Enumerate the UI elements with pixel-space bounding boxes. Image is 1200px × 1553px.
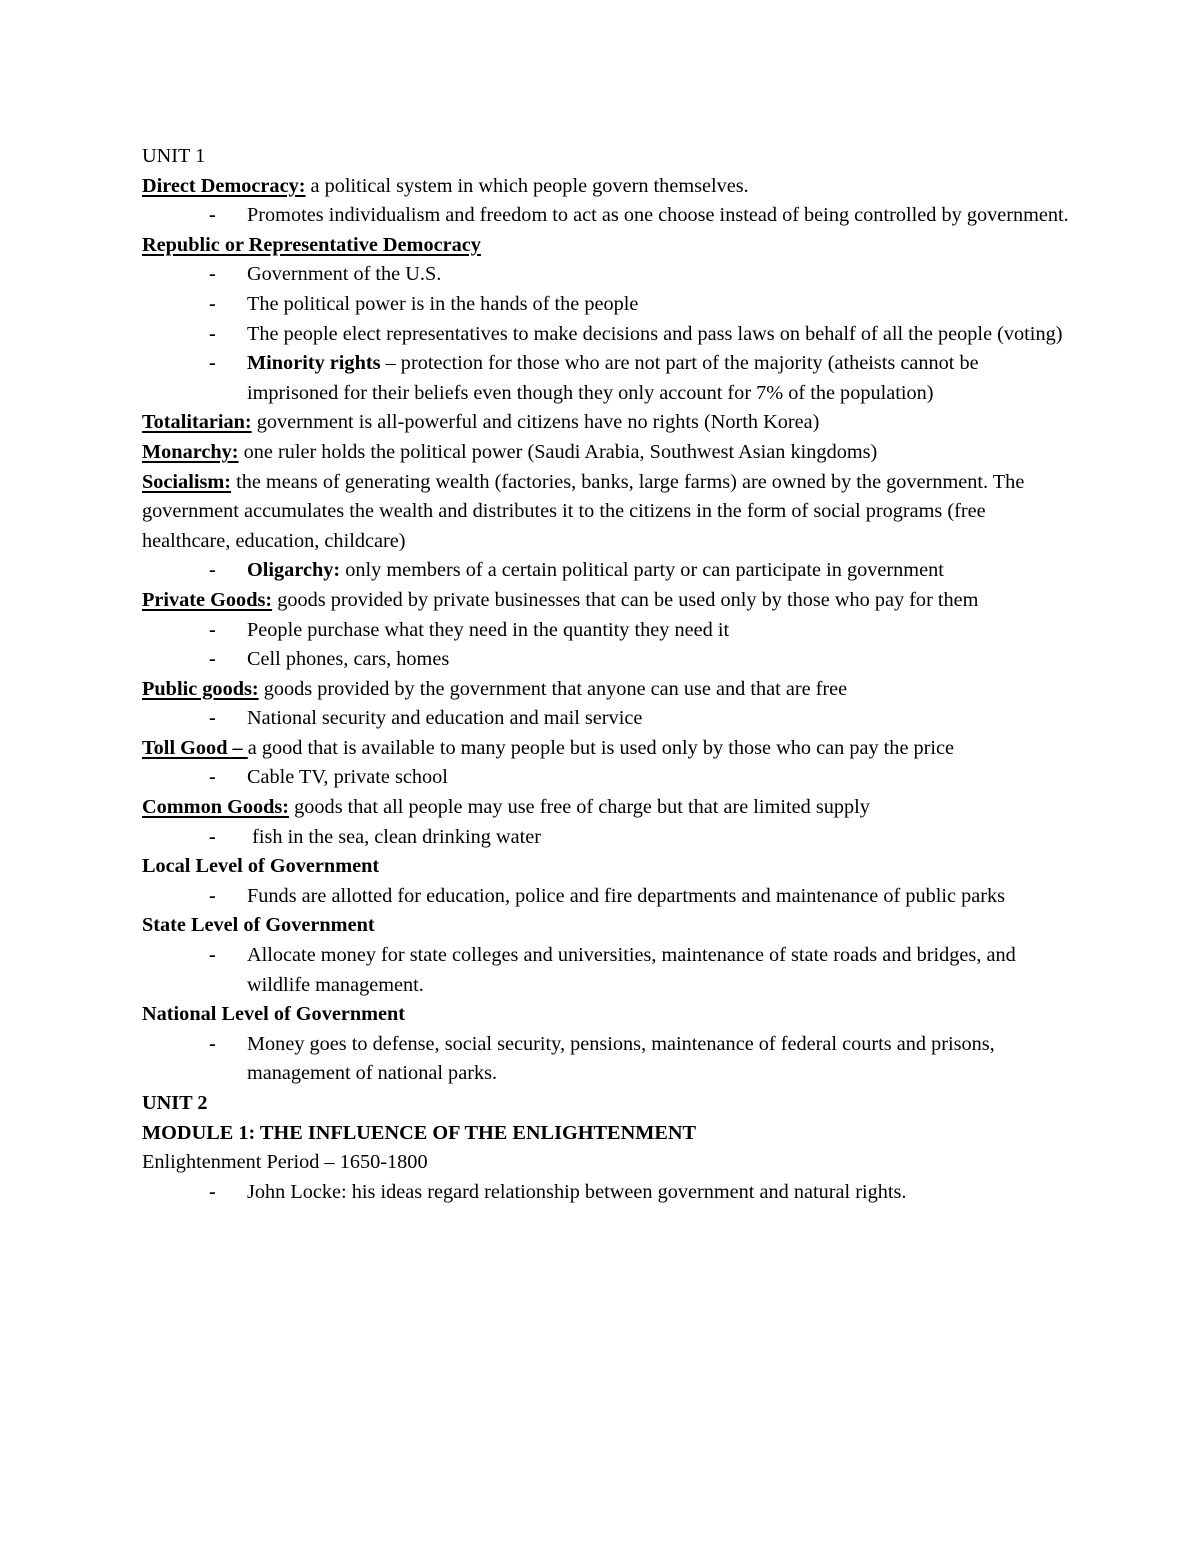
bullet-item: - Allocate money for state colleges and universities, maintenance of state roads and bridges, and wildlife management. — [142, 941, 1072, 1000]
toll-good-term: Toll Good – — [142, 736, 248, 759]
republic-term: Republic or Representative Democracy — [142, 233, 481, 256]
bullet-dash: - — [209, 707, 216, 730]
bullet-dash: - — [209, 766, 216, 789]
direct-democracy-term: Direct Democracy: — [142, 174, 306, 197]
bullet-dash: - — [209, 648, 216, 671]
bullet-dash: - — [209, 1032, 216, 1055]
bullet-dash: - — [209, 322, 216, 345]
socialism-term: Socialism: — [142, 470, 232, 493]
bullet-item: - John Locke: his ideas regard relationship between government and natural rights. — [142, 1178, 1072, 1208]
monarchy-entry: Monarchy: one ruler holds the political power (Saudi Arabia, Southwest Asian kingdoms) — [142, 440, 878, 463]
common-goods-term: Common Goods: — [142, 796, 290, 819]
unit-2-title: UNIT 2 — [142, 1092, 208, 1114]
bullet-item: - Money goes to defense, social security, pensions, maintenance of federal courts and prisons, management of national parks. — [142, 1030, 1072, 1089]
bullet-dash: - — [209, 884, 216, 907]
public-goods-entry: Public goods: goods provided by the government that anyone can use and that are free — [142, 677, 848, 700]
oligarchy-term: Oligarchy: — [247, 559, 341, 582]
totalitarian-entry: Totalitarian: government is all-powerful and citizens have no rights (North Korea) — [142, 411, 820, 434]
bullet-dash: - — [209, 825, 216, 848]
bullet-item: - Funds are allotted for education, police and fire departments and maintenance of public parks — [142, 882, 1072, 912]
bullet-item: - Oligarchy: only members of a certain political party or can participate in government — [142, 556, 1072, 586]
national-level-heading: National Level of Government — [142, 1003, 406, 1026]
private-goods-entry: Private Goods: goods provided by private businesses that can be used only by those who pay for them — [142, 588, 979, 611]
bullet-item: - Cable TV, private school — [142, 763, 1072, 793]
enlightenment-period: Enlightenment Period – 1650-1800 — [142, 1151, 428, 1174]
bullet-dash: - — [209, 204, 216, 227]
direct-democracy-definition: a political system in which people govern themselves. — [305, 174, 749, 197]
minority-rights-term: Minority rights — [247, 352, 381, 375]
totalitarian-term: Totalitarian: — [142, 411, 252, 434]
bullet-item: - National security and education and mail service — [142, 704, 1072, 734]
unit-1-title: UNIT 1 — [142, 145, 206, 167]
bullet-item: - The political power is in the hands of the people — [142, 290, 1072, 320]
private-goods-term: Private Goods: — [142, 588, 273, 611]
monarchy-term: Monarchy: — [142, 440, 239, 463]
bullet-dash: - — [209, 263, 216, 286]
bullet-dash: - — [209, 618, 216, 641]
module-1-title: MODULE 1: THE INFLUENCE OF THE ENLIGHTENMENT — [142, 1121, 697, 1144]
socialism-entry: Socialism: the means of generating wealth (factories, banks, large farms) are owned by the government. The government accumulates the wealth and distributes it to the citizens in the form of social programs (free healthcare, education, childcare) — [142, 470, 1025, 552]
bullet-item: - Government of the U.S. — [142, 260, 1072, 290]
common-goods-entry: Common Goods: goods that all people may use free of charge but that are limited supply — [142, 796, 870, 819]
bullet-dash: - — [209, 292, 216, 315]
document-body — [142, 142, 1072, 1207]
public-goods-term: Public goods: — [142, 677, 259, 700]
bullet-item: - People purchase what they need in the quantity they need it — [142, 616, 1072, 646]
republic-entry — [142, 231, 1072, 261]
toll-good-entry: Toll Good – a good that is available to many people but is used only by those who can pay the price — [142, 736, 955, 759]
bullet-dash: - — [209, 352, 216, 375]
state-level-heading: State Level of Government — [142, 914, 375, 937]
bullet-dash: - — [209, 559, 216, 582]
bullet-item: - Promotes individualism and freedom to act as one choose instead of being controlled by government. — [142, 201, 1072, 231]
bullet-item: - fish in the sea, clean drinking water — [142, 823, 1072, 853]
bullet-item: - Minority rights – protection for those who are not part of the majority (atheists cannot be imprisoned for their beliefs even though they only account for 7% of the population) — [142, 349, 1072, 408]
bullet-item: - The people elect representatives to make decisions and pass laws on behalf of all the people (voting) — [142, 320, 1072, 350]
local-level-heading: Local Level of Government — [142, 855, 380, 878]
direct-democracy-entry — [142, 172, 1072, 202]
bullet-dash: - — [209, 944, 216, 967]
bullet-dash: - — [209, 1180, 216, 1203]
bullet-item: - Cell phones, cars, homes — [142, 645, 1072, 675]
